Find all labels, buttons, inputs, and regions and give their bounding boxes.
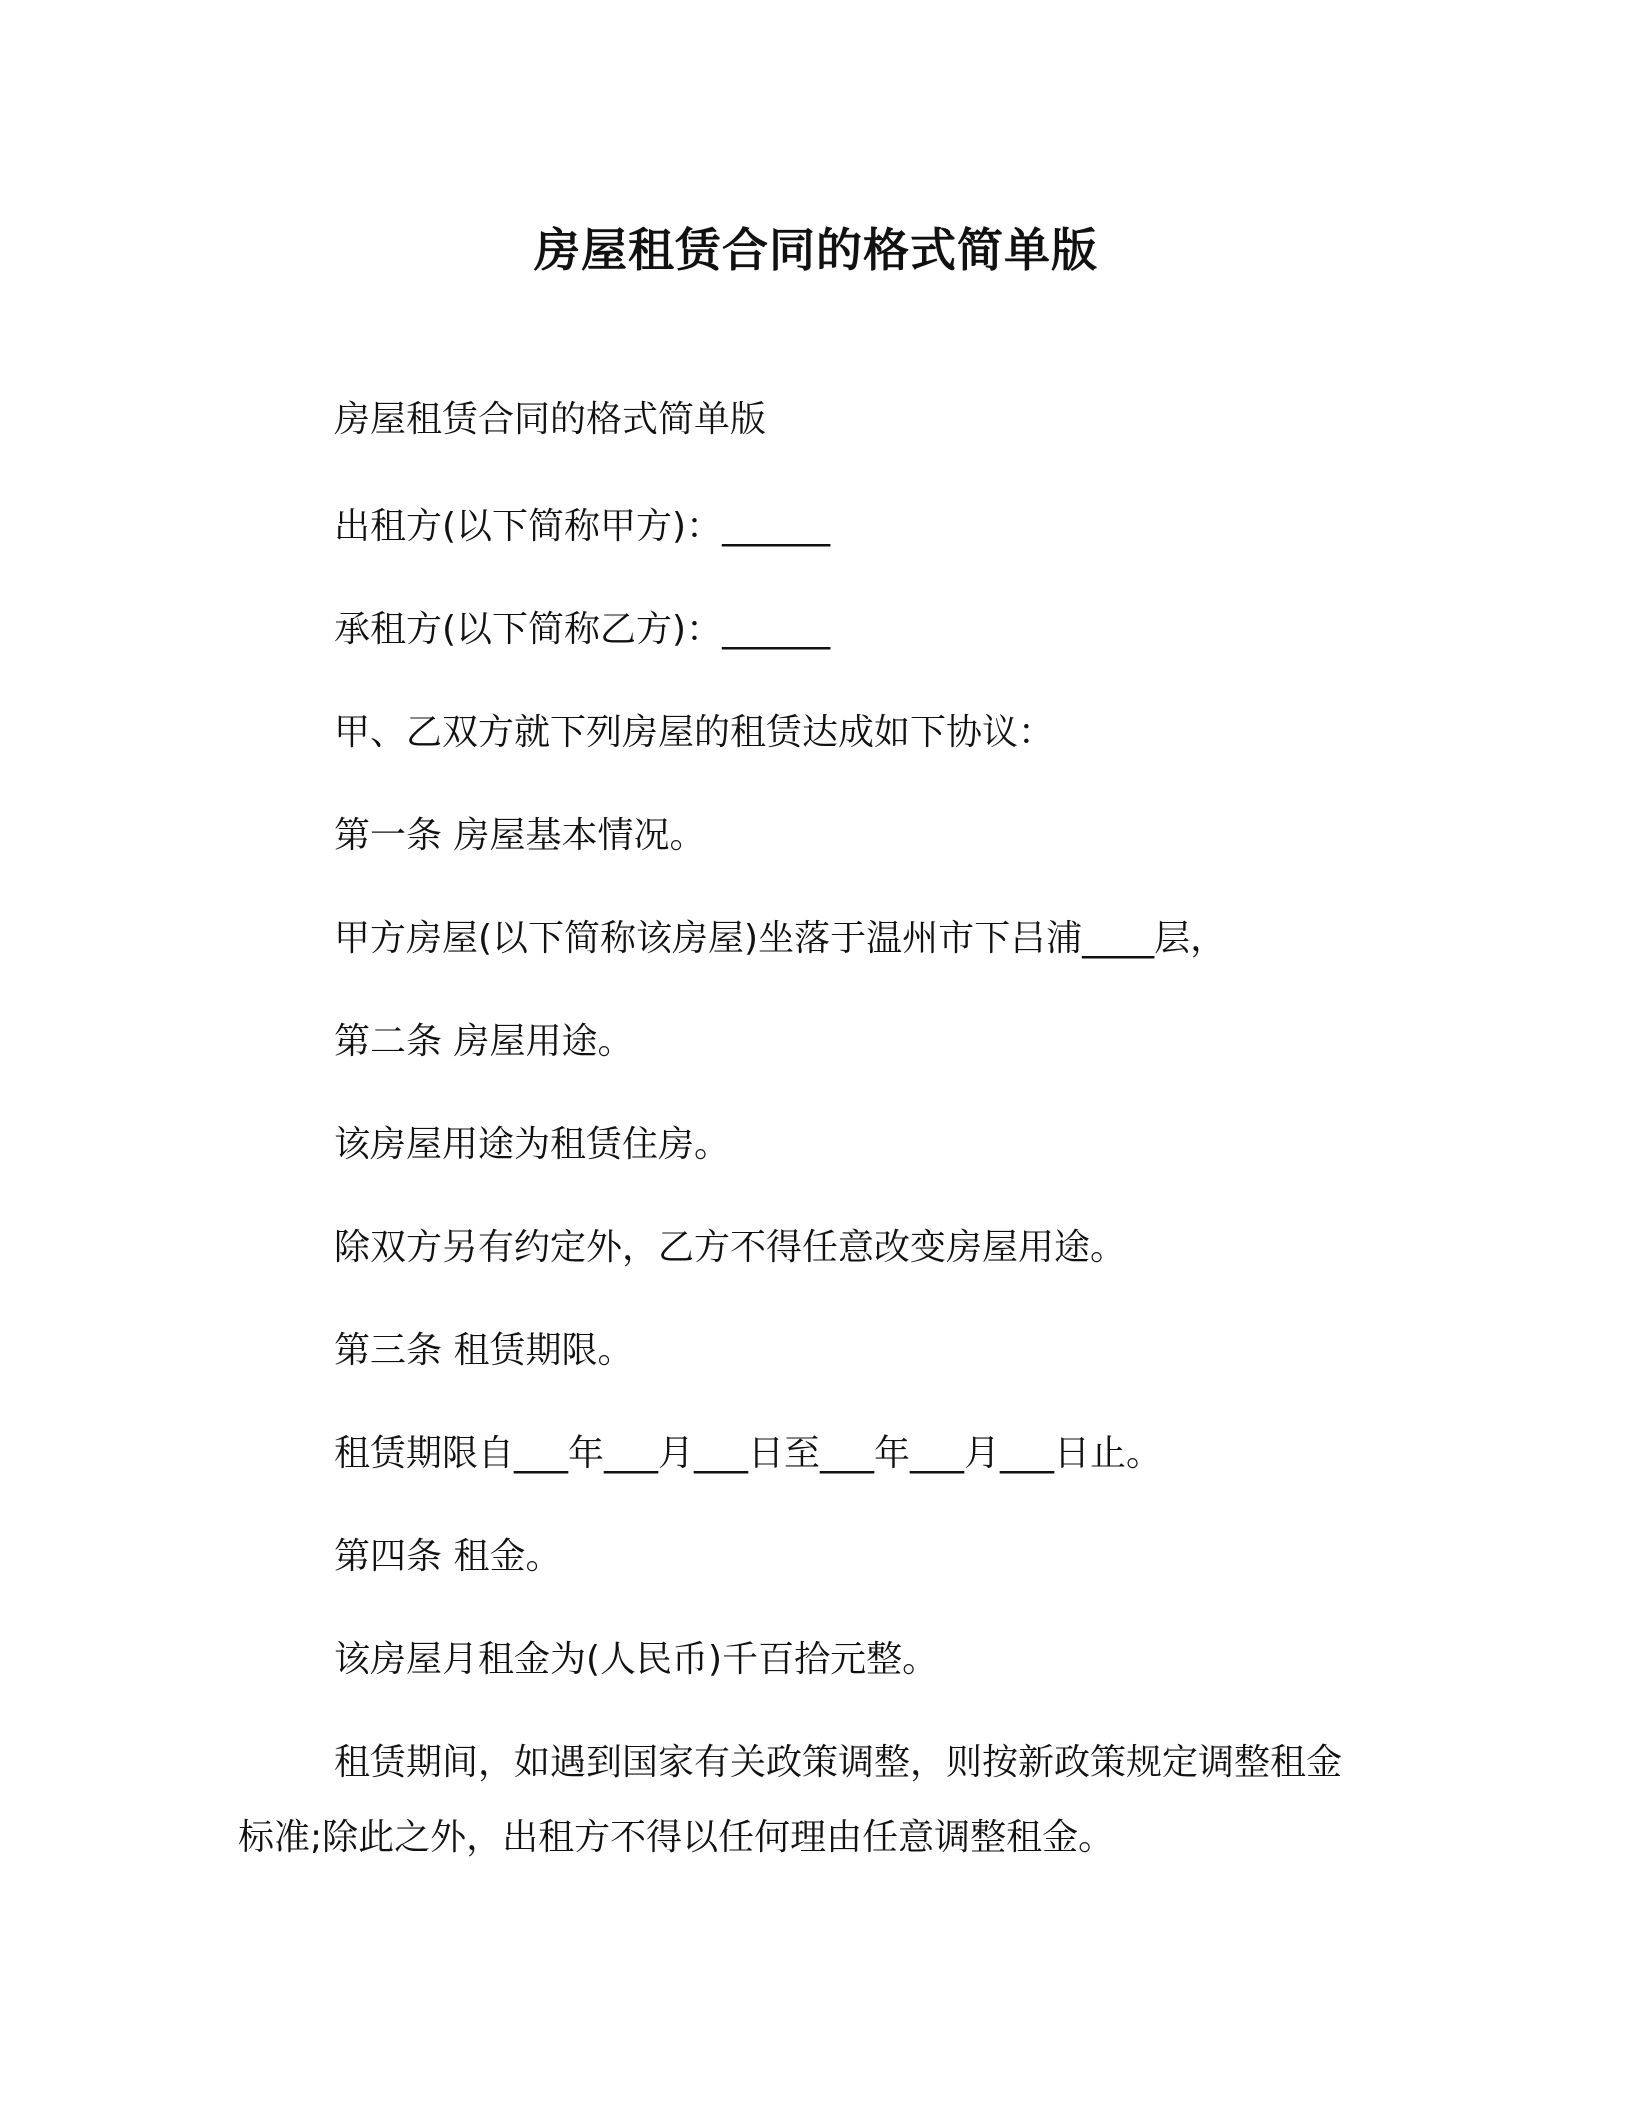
paragraph-property-location: 甲方房屋(以下简称该房屋)坐落于温州市下吕浦____层， bbox=[334, 918, 1227, 959]
paragraph-article-4: 第四条 租金。 bbox=[334, 1536, 562, 1577]
paragraph-article-1: 第一条 房屋基本情况。 bbox=[334, 815, 706, 856]
paragraph-article-3: 第三条 租赁期限。 bbox=[334, 1330, 634, 1371]
paragraph-article-2: 第二条 房屋用途。 bbox=[334, 1021, 634, 1062]
paragraph-rent-adjustment-continued: 标准;除此之外，出租方不得以任何理由任意调整租金。 bbox=[238, 1817, 1115, 1858]
paragraph-use-restriction: 除双方另有约定外，乙方不得任意改变房屋用途。 bbox=[334, 1227, 1127, 1268]
document-title: 房屋租赁合同的格式简单版 bbox=[534, 223, 1098, 277]
paragraph-lease-term: 租赁期限自___年___月___日至___年___月___日止。 bbox=[334, 1433, 1163, 1474]
paragraph-agreement-intro: 甲、乙双方就下列房屋的租赁达成如下协议： bbox=[334, 712, 1055, 753]
paragraph-property-use: 该房屋用途为租赁住房。 bbox=[334, 1124, 731, 1165]
paragraph-lessor: 出租方(以下简称甲方)：______ bbox=[334, 506, 831, 547]
paragraph-lessee: 承租方(以下简称乙方)：______ bbox=[334, 609, 831, 650]
paragraph-subtitle: 房屋租赁合同的格式简单版 bbox=[334, 399, 767, 440]
paragraph-monthly-rent: 该房屋月租金为(人民币)千百拾元整。 bbox=[334, 1639, 939, 1680]
paragraph-rent-adjustment: 租赁期间，如遇到国家有关政策调整，则按新政策规定调整租金 bbox=[334, 1742, 1343, 1783]
